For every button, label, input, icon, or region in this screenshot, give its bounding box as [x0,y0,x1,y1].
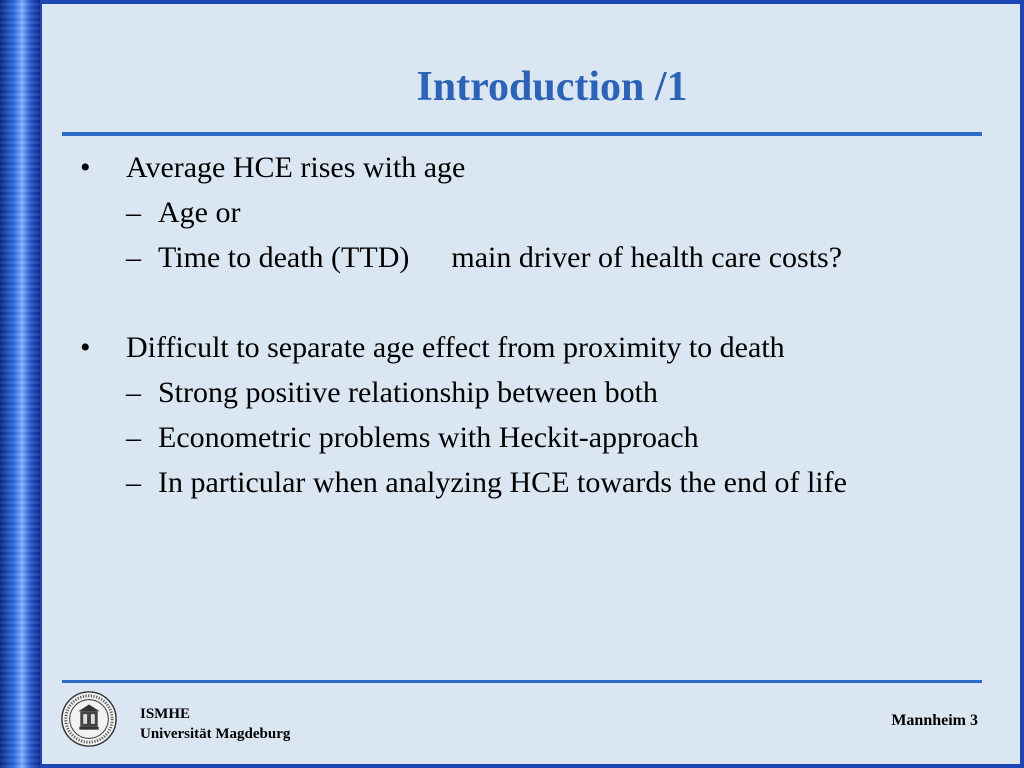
sub-bullet-trailing-text: main driver of health care costs? [451,241,843,274]
sub-bullet-item [70,373,658,413]
slide-title: Introduction /1 [416,64,688,110]
university-seal-icon [60,690,118,748]
sub-bullet-text: Strong positive relationship between both [158,376,658,409]
sub-bullet-item [70,238,842,278]
sub-bullet-item [70,193,240,233]
slide-canvas [40,0,1024,768]
sub-bullet-item [70,463,847,503]
dash-marker: – [126,241,141,274]
bullet-marker: • [80,331,91,364]
dash-marker: – [126,466,141,499]
footer-page-label: Mannheim 3 [891,712,978,729]
footer-divider [62,680,982,683]
bullet-marker: • [80,151,91,184]
sub-bullet-text: Econometric problems with Heckit-approach [158,421,699,454]
sub-bullet-text: In particular when analyzing HCE towards the end of life [158,466,847,499]
decorative-side-strip [0,0,40,768]
footer-university: Universität Magdeburg [140,726,291,742]
bullet-item [70,328,785,368]
sub-bullet-text: Time to death (TTD) [158,241,410,274]
footer-institution [140,704,290,744]
dash-marker: – [126,196,141,229]
footer-org: ISMHE [140,706,191,722]
sub-bullet-text: Age or [158,196,241,229]
bullet-text: Difficult to separate age effect from proximity to death [126,331,785,364]
title-divider [62,132,982,136]
dash-marker: – [126,421,141,454]
sub-bullet-item [70,418,699,458]
dash-marker: – [126,376,141,409]
bullet-item [70,148,465,188]
bullet-text: Average HCE rises with age [126,151,466,184]
